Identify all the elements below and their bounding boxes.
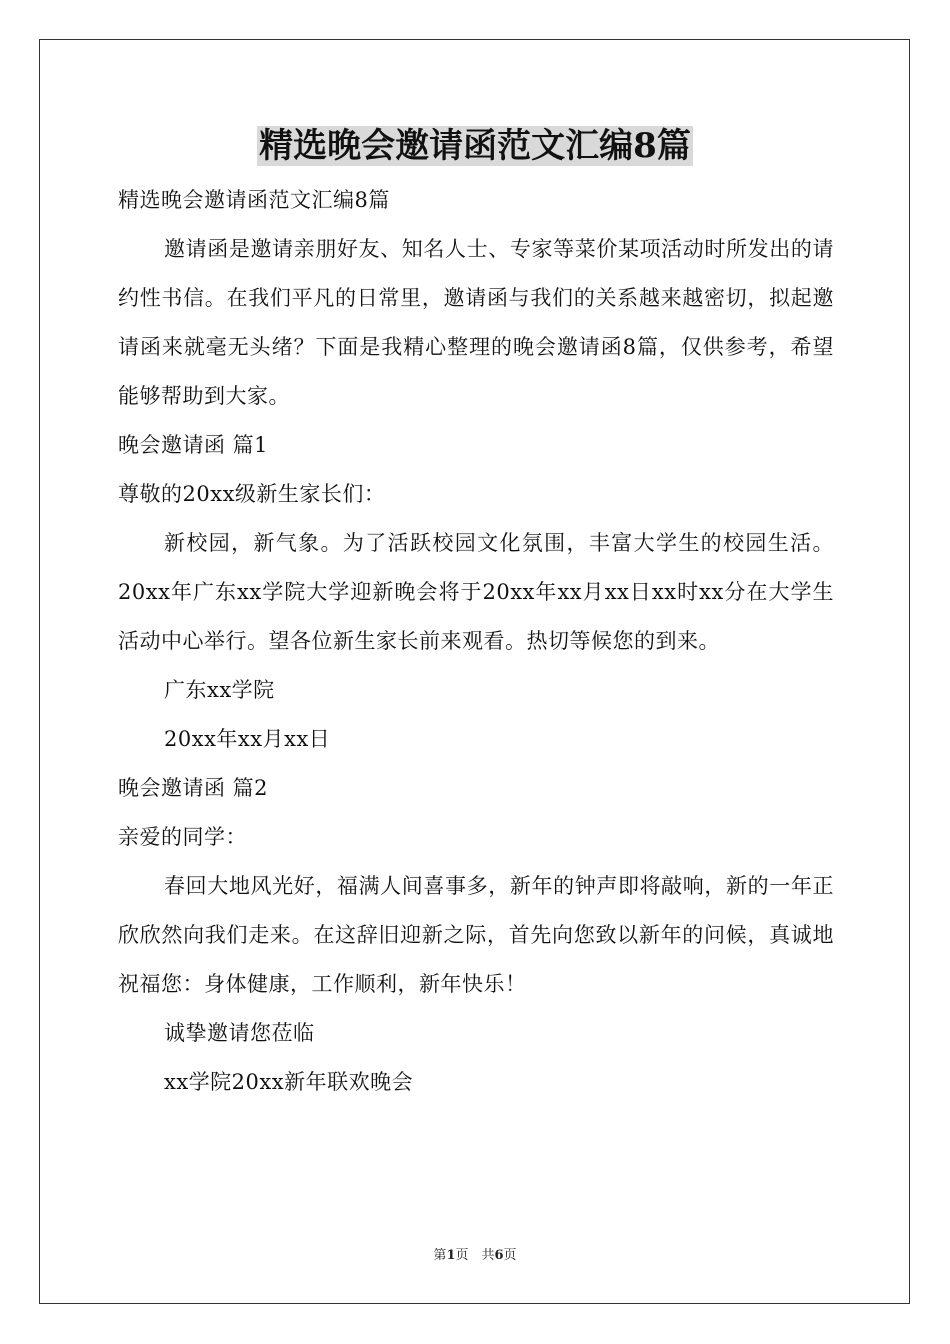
- document-title-text: 精选晚会邀请函范文汇编8篇: [259, 126, 691, 166]
- section2-body: 春回大地风光好，福满人间喜事多，新年的钟声即将敲响，新的一年正欣欣然向我们走来。在这辞旧迎新之际，首先向您致以新年的问候，真诚地祝福您：身体健康，工作顺利，新年快乐！: [118, 874, 834, 996]
- intro-paragraph: 邀请函是邀请亲朋好友、知名人士、专家等菜价某项活动时所发出的请约性书信。在我们平凡的日常里，邀请函与我们的关系越来越密切，拟起邀请函来就毫无头绪？下面是我精心整理的晚会邀请函8篇，仅供参考，希望能够帮助到大家。: [118, 237, 834, 408]
- section2-heading: 晚会邀请函 篇2: [118, 776, 269, 800]
- document-title: [0, 124, 950, 168]
- footer-page-current: 1: [446, 1248, 456, 1263]
- footer-prefix: 第: [433, 1248, 447, 1263]
- section2-signature: xx学院20xx新年联欢晚会: [164, 1070, 414, 1094]
- section1-body: 新校园，新气象。为了活跃校园文化氛围，丰富大学生的校园生活。20xx年广东xx学院大学迎新晚会将于20xx年xx月xx日xx时xx分在大学生活动中心举行。望各位新生家长前来观看。热切等候您的到来。: [118, 531, 834, 653]
- footer-mid: 页 共: [455, 1248, 495, 1263]
- subtitle-line: 精选晚会邀请函范文汇编8篇: [118, 188, 390, 212]
- section1-date: 20xx年xx月xx日: [164, 727, 331, 751]
- footer-suffix: 页: [503, 1248, 517, 1263]
- section1-heading: 晚会邀请函 篇1: [118, 433, 269, 457]
- page-footer: [0, 1246, 950, 1266]
- document-body: [118, 176, 834, 1107]
- section2-salutation: 亲爱的同学：: [118, 825, 247, 849]
- section1-signature: 广东xx学院: [164, 678, 275, 702]
- section1-salutation: 尊敬的20xx级新生家长们：: [118, 482, 386, 506]
- section2-closing: 诚挚邀请您莅临: [164, 1021, 315, 1045]
- footer-page-total: 6: [494, 1248, 504, 1263]
